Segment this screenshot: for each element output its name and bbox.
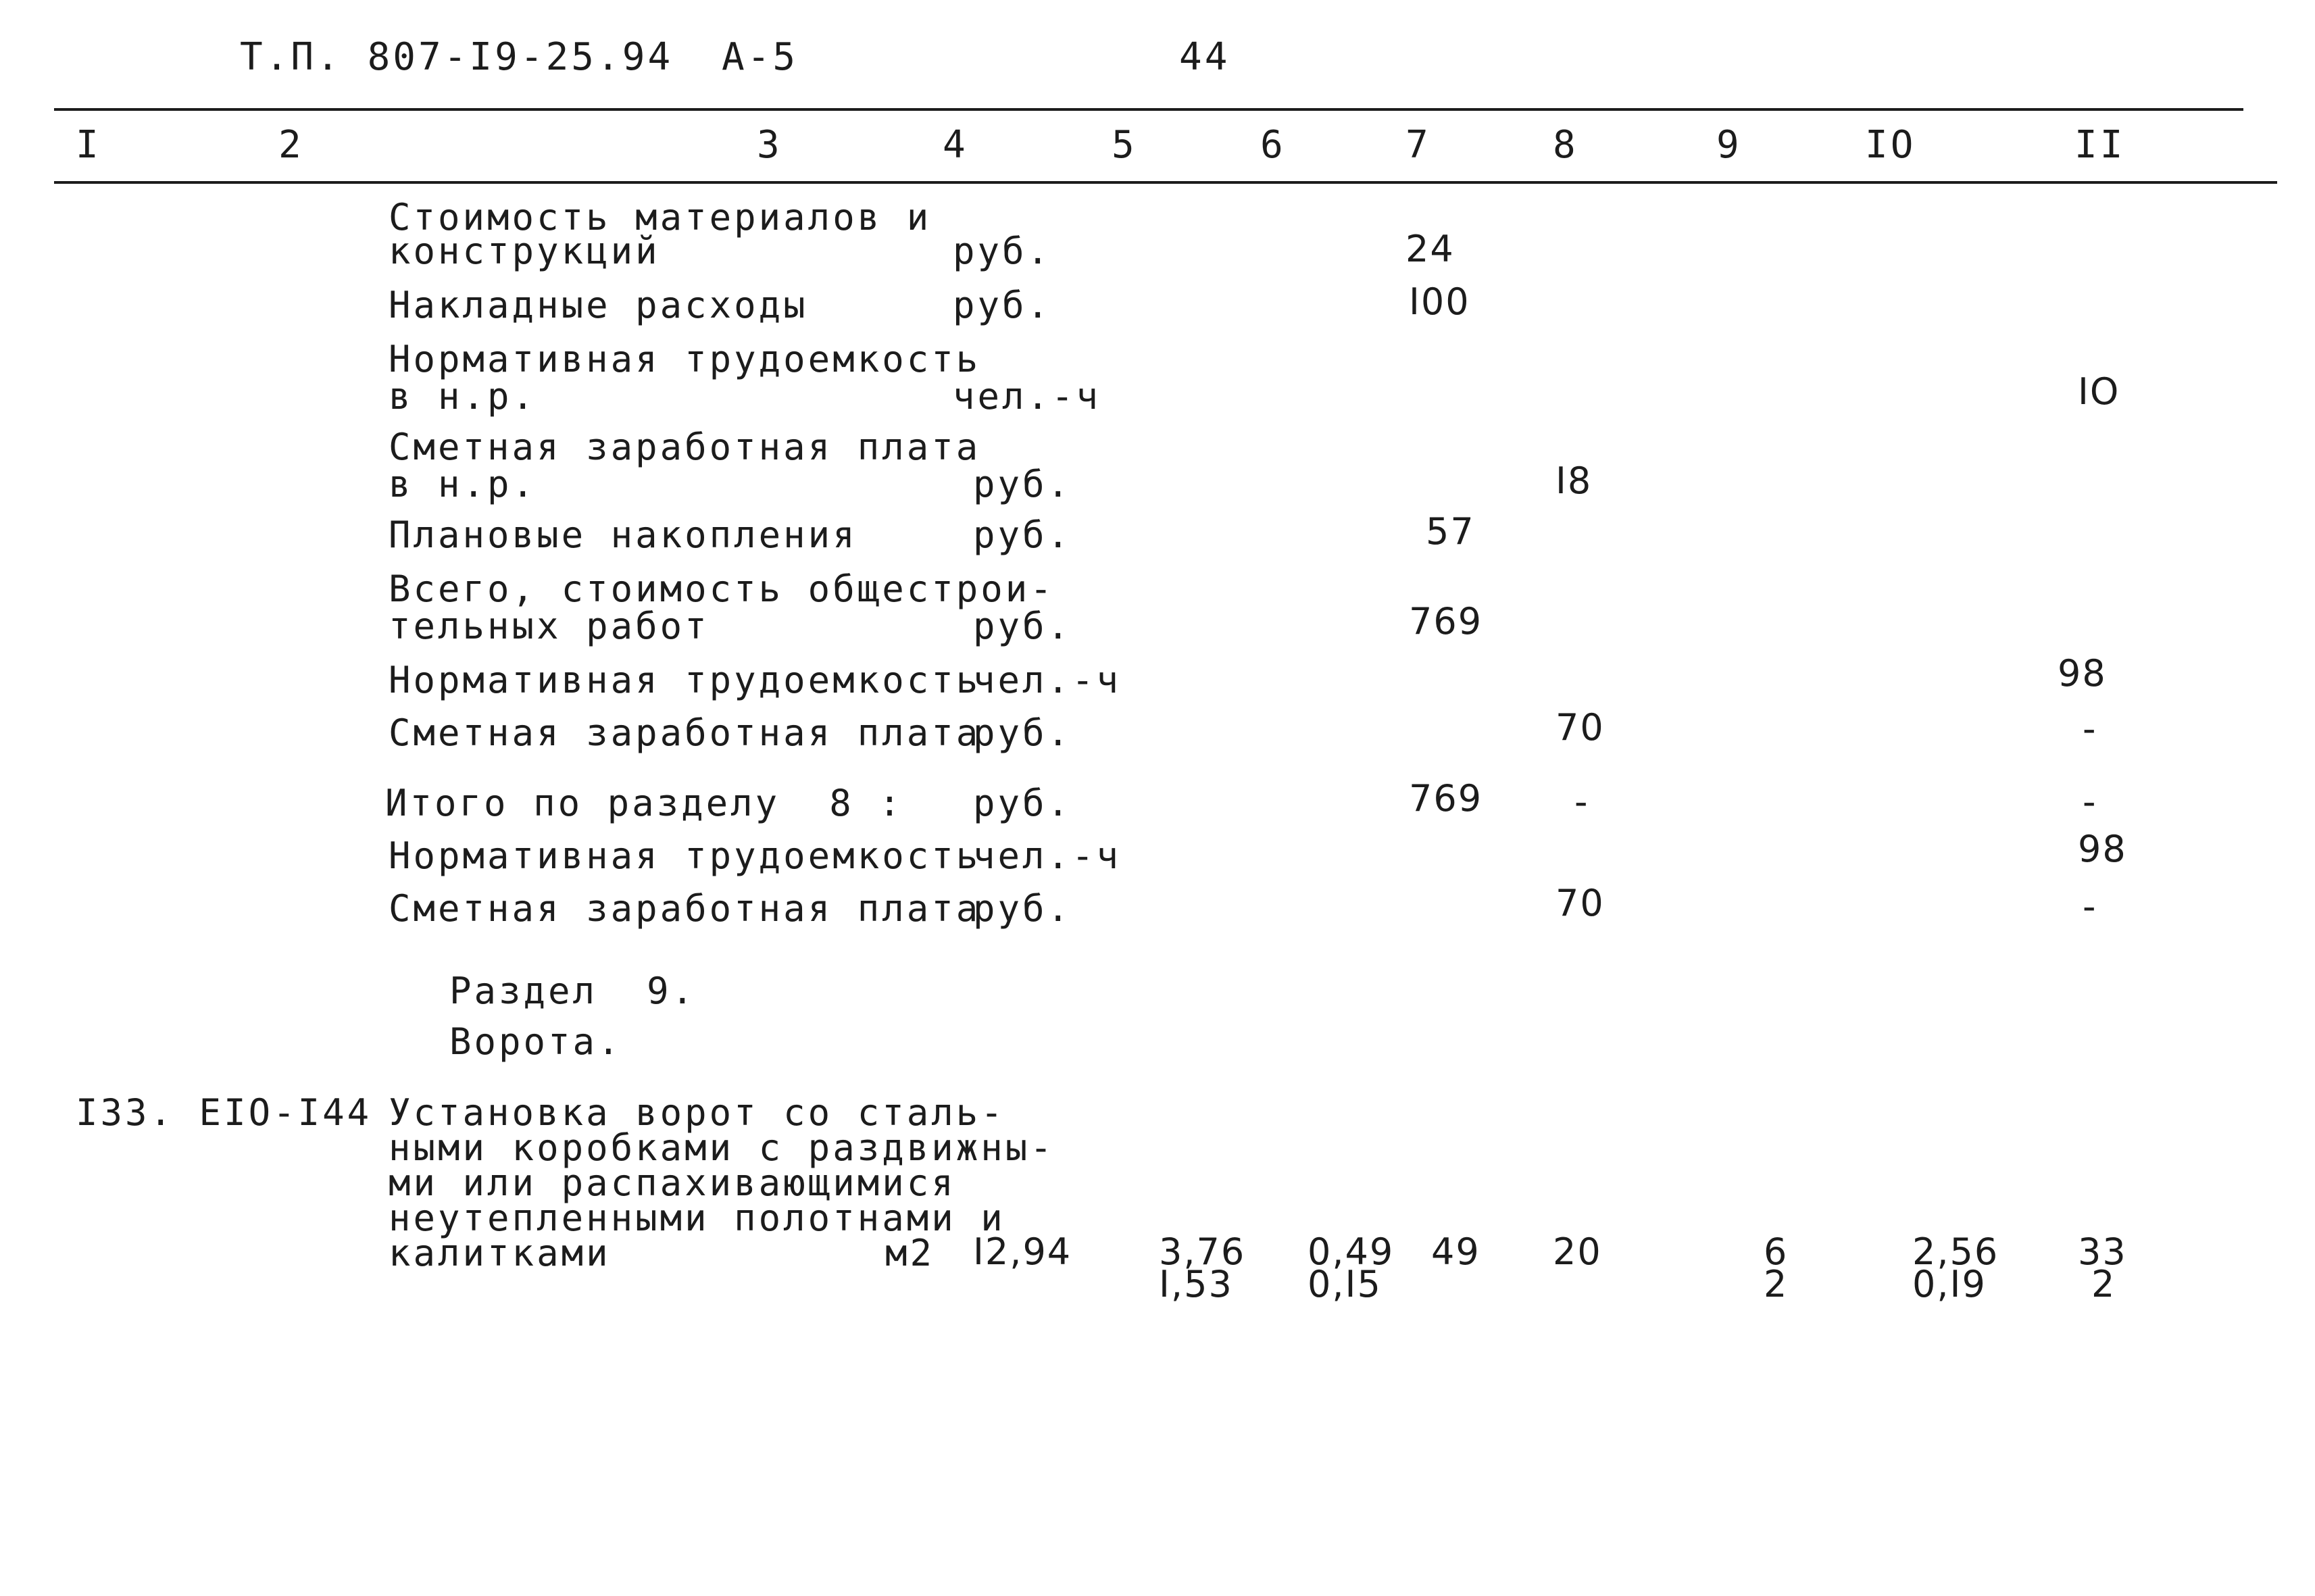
cell-col11: - <box>2083 885 2097 928</box>
cell-col11: - <box>2083 780 2097 823</box>
cell-col11-top: 33 <box>2078 1230 2127 1273</box>
cell-col7: 769 <box>1409 777 1483 820</box>
cell-col8: 20 <box>1553 1230 1602 1273</box>
row-unit: руб. <box>973 782 1072 824</box>
cell-col8: 70 <box>1555 882 1605 924</box>
cell-col11: 98 <box>2058 652 2107 695</box>
row-name: тельных работ <box>389 605 710 647</box>
row-unit: чел.-ч <box>973 834 1122 877</box>
cell-col11: IO <box>2078 370 2120 413</box>
row-name: Накладные расходы <box>389 284 808 326</box>
cell-col10-bottom: 0,I9 <box>1912 1263 1987 1305</box>
cell-col9-top: 6 <box>1764 1230 1789 1273</box>
cell-col5-bottom: I,53 <box>1159 1263 1233 1305</box>
cell-col7: 769 <box>1409 600 1483 643</box>
row-name: Нормативная трудоемкость <box>389 659 981 701</box>
row-unit: руб. <box>953 284 1052 326</box>
cell-col4: I2,94 <box>973 1230 1072 1273</box>
page-number: 44 <box>1179 35 1230 79</box>
item-desc-line: калитками <box>389 1232 611 1274</box>
item-desc-line: Установка ворот со сталь- <box>389 1091 1005 1134</box>
col-header-1: I <box>76 123 101 167</box>
row-unit: чел.-ч <box>973 659 1122 701</box>
cell-col6-top: 0,49 <box>1308 1230 1395 1273</box>
row-unit: руб. <box>973 887 1072 930</box>
cell-col11: 98 <box>2078 828 2127 870</box>
row-name: Сметная заработная плата <box>389 712 981 754</box>
cell-col8: 70 <box>1555 706 1605 749</box>
header-bottom-rule <box>54 181 2277 184</box>
row-name: в н.р. <box>389 463 537 505</box>
row-unit: руб. <box>973 463 1072 505</box>
section-heading: Раздел 9. <box>449 970 697 1012</box>
col-header-5: 5 <box>1112 123 1137 167</box>
row-name: Сметная заработная плата <box>389 887 981 930</box>
item-number-code: I33. EIO-I44 <box>76 1091 372 1134</box>
item-desc-line: неутепленными полотнами и <box>389 1197 1005 1239</box>
col-header-3: 3 <box>757 123 782 167</box>
row-name: Всего, стоимость общестрои- <box>389 568 1055 610</box>
cell-col11-bottom: 2 <box>2091 1263 2116 1305</box>
row-unit: чел.-ч <box>953 375 1101 418</box>
row-name: конструкций <box>389 230 660 272</box>
col-header-10: IO <box>1865 123 1916 167</box>
album-code: А-5 <box>722 35 799 79</box>
row-name: Стоимость материалов и <box>389 196 932 239</box>
cell-col10-top: 2,56 <box>1912 1230 1999 1273</box>
item-desc-line: ными коробками с раздвижны- <box>389 1126 1055 1169</box>
col-header-6: 6 <box>1260 123 1286 167</box>
row-name: в н.р. <box>389 375 537 418</box>
cell-col7: 24 <box>1405 228 1455 270</box>
col-header-4: 4 <box>943 123 968 167</box>
row-unit: руб. <box>973 712 1072 754</box>
cell-col8: I8 <box>1555 459 1593 502</box>
row-name: Нормативная трудоемкость <box>389 834 981 877</box>
col-header-2: 2 <box>278 123 304 167</box>
top-rule <box>54 108 2243 111</box>
row-name: Нормативная трудоемкость <box>389 338 981 380</box>
row-name: Сметная заработная плата <box>389 426 981 468</box>
doc-code: Т.П. 807-I9-25.94 <box>240 35 674 79</box>
cell-col9-bottom: 2 <box>1764 1263 1789 1305</box>
col-header-11: II <box>2074 123 2126 167</box>
cell-col8: - <box>1574 780 1589 823</box>
row-unit: руб. <box>973 605 1072 647</box>
col-header-7: 7 <box>1405 123 1431 167</box>
row-unit: руб. <box>973 514 1072 556</box>
col-header-8: 8 <box>1553 123 1578 167</box>
cell-col6-bottom: 0,I5 <box>1308 1263 1382 1305</box>
section-subheading: Ворота. <box>449 1020 622 1063</box>
row-name: Плановые накопления <box>389 514 857 556</box>
item-unit: м2 <box>885 1232 935 1274</box>
row-unit: руб. <box>953 230 1052 272</box>
cell-col7: 49 <box>1431 1230 1480 1273</box>
col-header-9: 9 <box>1716 123 1742 167</box>
cell-col5-top: 3,76 <box>1159 1230 1246 1273</box>
item-desc-line: ми или распахивающимися <box>389 1162 956 1204</box>
row-name: Итого по разделу 8 : <box>385 782 903 824</box>
cell-col11: - <box>2083 707 2097 750</box>
cell-col7: I00 <box>1409 280 1470 323</box>
cell-col7: 57 <box>1426 510 1475 553</box>
